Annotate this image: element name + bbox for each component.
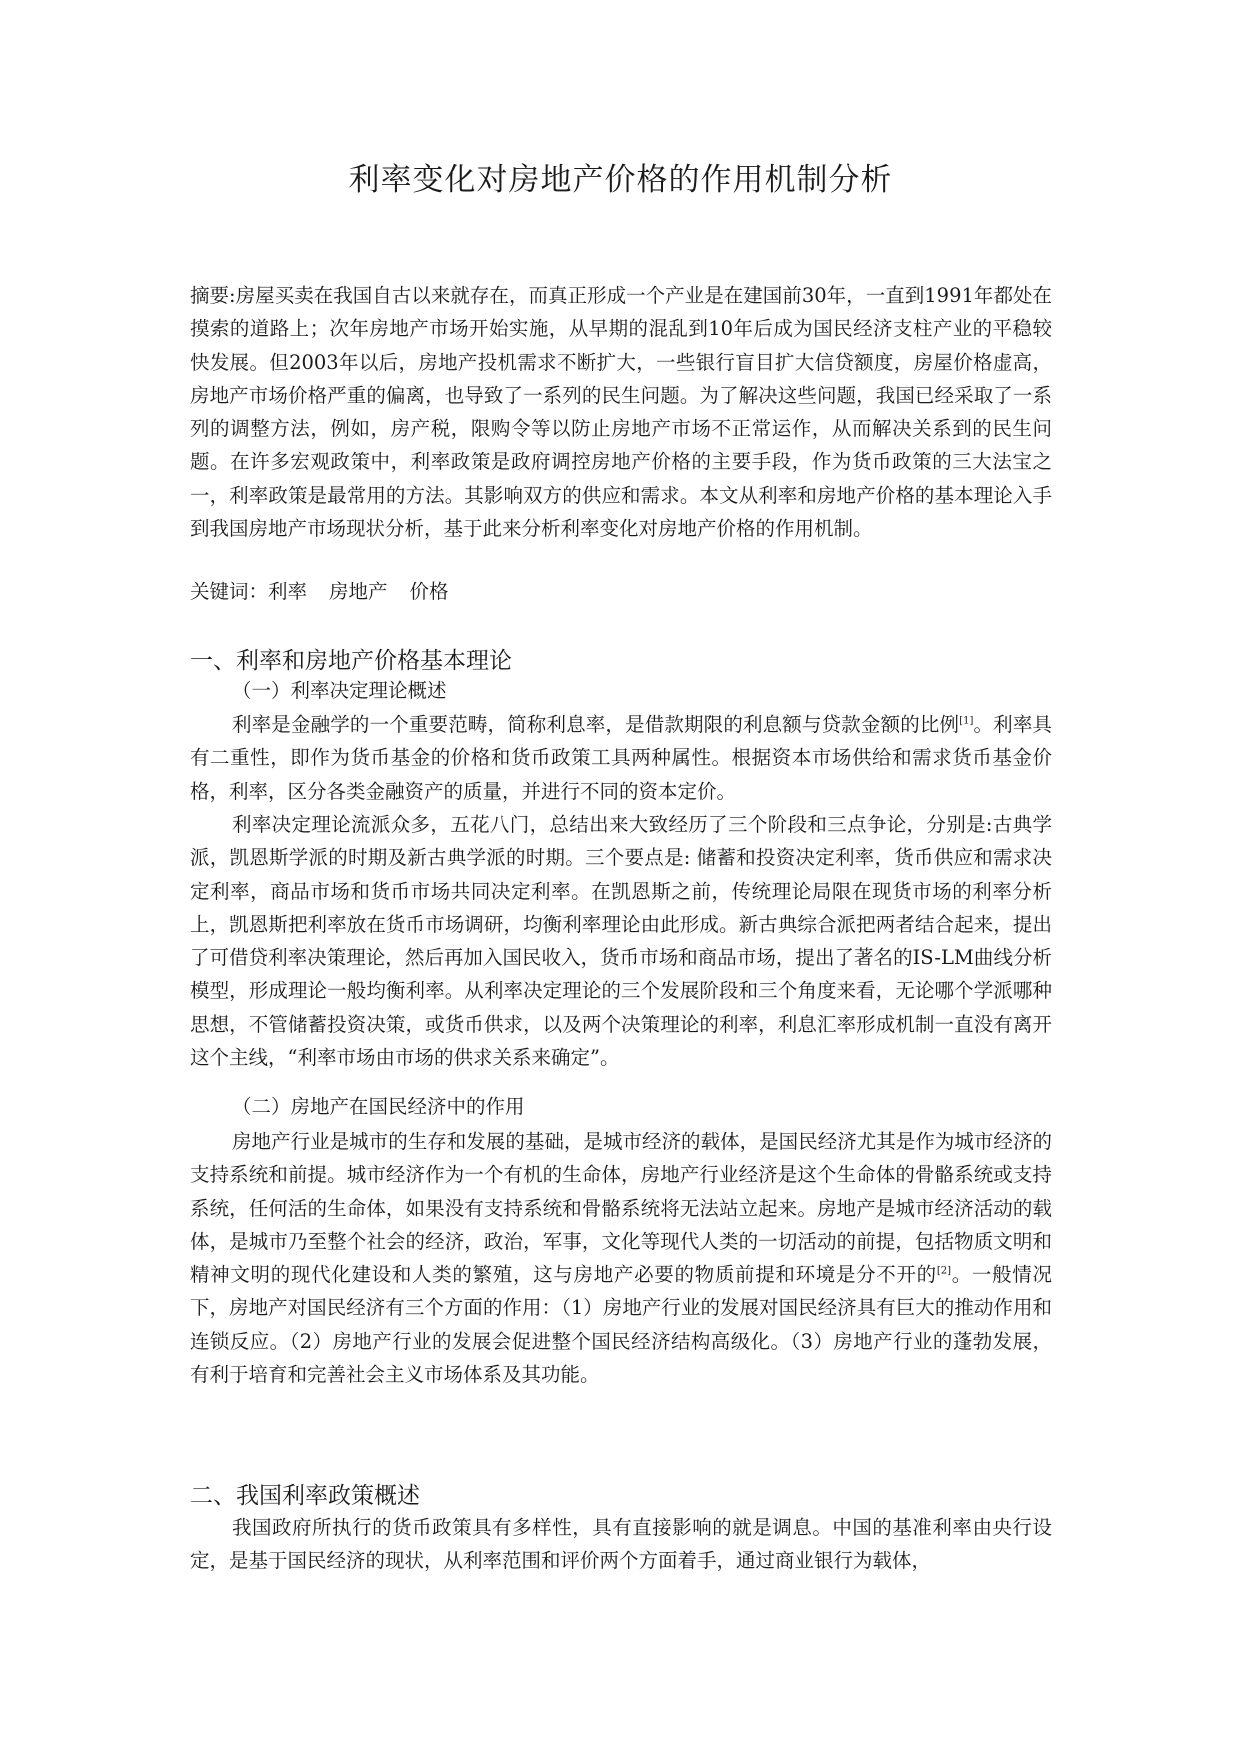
paragraph-text: 。利率具有二重性，即作为货币基金的价格和货币政策工具两种属性。根据资本市场供给和需求货币基金价格，利率，区分各类金融资产的质量，并进行不同的资本定价。 (190, 713, 1052, 803)
section-heading: 一、利率和房地产价格基本理论 (190, 648, 512, 674)
citation-marker: [2] (936, 1265, 952, 1277)
citation-marker: [1] (959, 715, 974, 727)
keyword-item: 房地产 (329, 580, 388, 603)
body-paragraph: 利率决定理论流派众多，五花八门，总结出来大致经历了三个阶段和三点争论，分别是:古典学派，凯恩斯学派的时期及新古典学派的时期。三个要点是: 储蓄和投资决定利率，货币供应和需求决定利率，商品市场和货币市场共同决定利率。在凯恩斯之前，传统理论局限在现货市场的利率分析上，凯恩斯把利率放在货币市场调研，均衡利率理论由此形成。新古典综合派把两者结合起来，提出了可借贷利率决策理论，然后再加入国民收入，货币市场和商品市场，提出了著名的IS-LM曲线分析模型，形成理论一般均衡利率。从利率决定理论的三个发展阶段和三个角度来看，无论哪个学派哪种思想，不管储蓄投资决策，或货币供求，以及两个决策理论的利率，利息汇率形成机制一直没有离开这个主线，“利率市场由市场的供求关系来确定”。 (190, 813, 1052, 1070)
section-heading: 二、我国利率政策概述 (190, 1483, 420, 1509)
keywords-line (190, 575, 471, 608)
paragraph-text: 房地产行业是城市的生存和发展的基础，是城市经济的载体，是国民经济尤其是作为城市经济的支持系统和前提。城市经济作为一个有机的生命体，房地产行业经济是这个生命体的骨骼系统或支持系统，任何活的生命体，如果没有支持系统和骨骼系统将无法站立起来。房地产是城市经济活动的载体，是城市乃至整个社会的经济，政治，军事，文化等现代人类的一切活动的前提，包括物质文明和精神文明的现代化建设和人类的繁殖，这与房地产必要的物质前提和环境是分不开的 (190, 1130, 1052, 1287)
body-paragraph (190, 708, 1052, 808)
keyword-item: 利率 (268, 580, 308, 603)
subsection-heading: （一）利率决定理论概述 (232, 679, 447, 702)
body-paragraph (190, 1125, 1052, 1391)
abstract-label: 摘要: (190, 284, 236, 307)
keywords-label: 关键词： (190, 580, 269, 603)
abstract-paragraph (190, 279, 1052, 545)
document-title: 利率变化对房地产价格的作用机制分析 (348, 162, 893, 198)
paragraph-text: 。一般情况下，房地产对国民经济有三个方面的作用：（1）房地产行业的发展对国民经济具有巨大的推动作用和连锁反应。（2）房地产行业的发展会促进整个国民经济结构高级化。（3）房地产行业的蓬勃发展，有利于培育和完善社会主义市场体系及其功能。 (190, 1263, 1052, 1387)
keyword-item: 价格 (409, 580, 449, 603)
body-paragraph: 我国政府所执行的货币政策具有多样性，具有直接影响的就是调息。中国的基准利率由央行设定，是基于国民经济的现状，从利率范围和评价两个方面着手，通过商业银行为载体， (190, 1516, 1052, 1573)
paragraph-text: 利率是金融学的一个重要范畴，简称利息率，是借款期限的利息额与贷款金额的比例 (232, 713, 960, 736)
subsection-heading: （二）房地产在国民经济中的作用 (232, 1095, 525, 1118)
abstract-text: 房屋买卖在我国自古以来就存在，而真正形成一个产业是在建国前30年，一直到1991年都处在摸索的道路上；次年房地产市场开始实施，从早期的混乱到10年后成为国民经济支柱产业的平稳较快发展。但2003年以后，房地产投机需求不断扩大，一些银行盲目扩大信贷额度，房屋价格虚高，房地产市场价格严重的偏离，也导致了一系列的民生问题。为了解决这些问题，我国已经采取了一系列的调整方法，例如，房产税，限购令等以防止房地产市场不正常运作，从而解决关系到的民生问题。在许多宏观政策中，利率政策是政府调控房地产价格的主要手段，作为货币政策的三大法宝之一，利率政策是最常用的方法。其影响双方的供应和需求。本文从利率和房地产价格的基本理论入手到我国房地产市场现状分析，基于此来分析利率变化对房地产价格的作用机制。 (190, 284, 1052, 541)
